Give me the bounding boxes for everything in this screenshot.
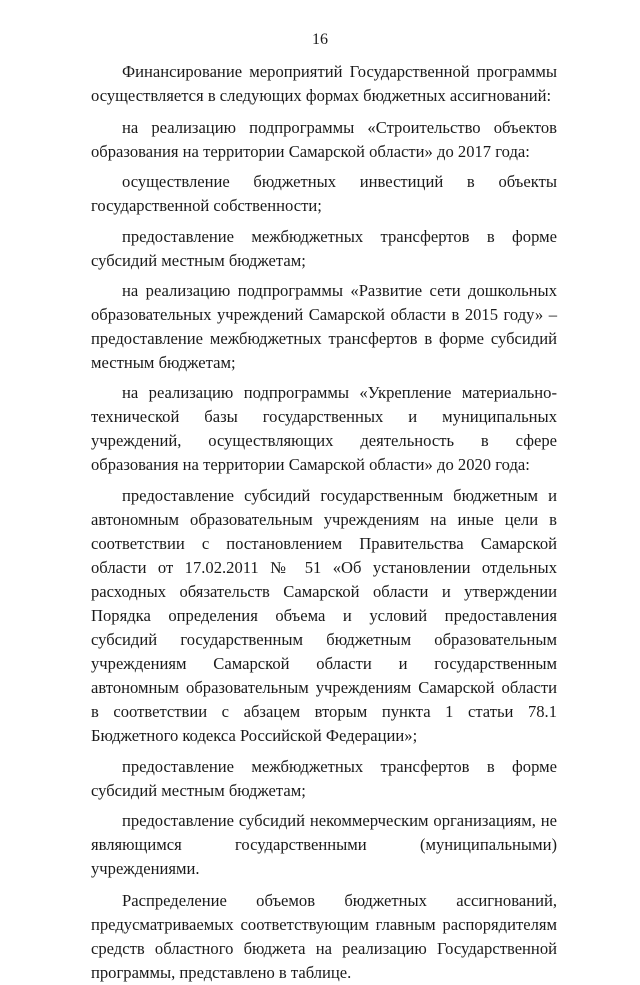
document-body (91, 60, 557, 985)
paragraph-financing-forms: Финансирование мероприятий Государственной программы осуществляется в следующих формах бюджетных ассигнований: (91, 62, 557, 106)
paragraph-preschool-subprogram: на реализацию подпрограммы «Развитие сети дошкольных образовательных учреждений Самарской области в 2015 году» – предоставление межбюджетных трансфертов в форме субсидий местным бюджетам; (91, 280, 557, 373)
paragraph-allocation-distribution: Распределение объемов бюджетных ассигнований, предусматриваемых соответствующим главным распорядителям средств областного бюджета на реализацию Государственной программы, представлено в таблице. (91, 891, 557, 983)
paragraph-interbudget-transfers-1: предоставление межбюджетных трансфертов в форме субсидий местным бюджетам; (91, 226, 557, 270)
paragraph-nonprofit-subsidies: предоставление субсидий некоммерческим организациям, не являющимся государственными (муниципальными) учреждениями. (91, 810, 557, 878)
page-number: 16 (312, 31, 328, 48)
paragraph-subsidies-institutions: предоставление субсидий государственным бюджетным и автономным образовательным учреждениям на иные цели в соответствии с постановлением Правительства Самарской области от 17.02.2011 № 51 «Об установлении отдельных расходных обязательств Самарской области и утверждении Порядка определения объема и условий предоставления субсидий государственным бюджетным образовательным учреждениям Самарской области и государственным автономным образовательным учреждениям Самарской области в соответствии с абзацем вторым пункта 1 статьи 78.1 Бюджетного кодекса Российской Федерации»; (91, 485, 557, 746)
paragraph-material-base-subprogram: на реализацию подпрограммы «Укрепление материально-технической базы государственных и муниципальных учреждений, осуществляющих деятельность в сфере образования на территории Самарской области» до 2020 года: (91, 383, 557, 475)
paragraph-interbudget-transfers-2: предоставление межбюджетных трансфертов в форме субсидий местным бюджетам; (91, 756, 557, 800)
paragraph-construction-subprogram: на реализацию подпрограммы «Строительство объектов образования на территории Самарской области» до 2017 года: (91, 118, 557, 162)
paragraph-budget-investments: осуществление бюджетных инвестиций в объекты государственной собственности; (91, 172, 557, 216)
